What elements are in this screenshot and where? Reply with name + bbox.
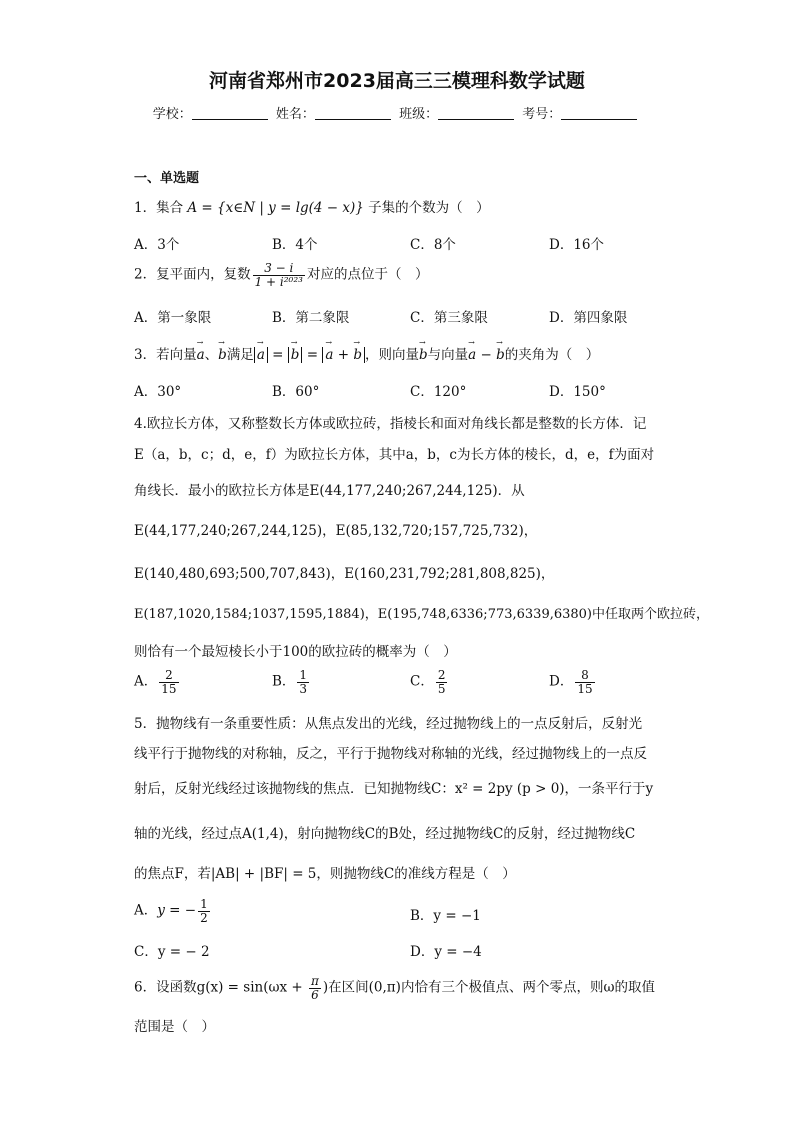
question-4-line-7: 则恰有一个最短棱长小于100的欧拉砖的概率为（ ） [134,644,457,660]
question-5-line-4: 轴的光线，经过点A(1,4)，射向抛物线C的B处，经过抛物线C的反射，经过抛物线C [134,826,636,842]
q5-option-c: C．y = − 2 [134,944,210,960]
q3-option-b: B．60° [272,384,320,400]
q3-option-c: C．120° [410,384,467,400]
question-4-line-3: 角线长．最小的欧拉长方体是E(44,177,240;267,244,125)．从 [134,483,525,499]
question-6-line-2: 范围是（ ） [134,1019,215,1035]
q2-option-b: B．第二象限 [272,310,350,326]
question-5-line-1: 5．抛物线有一条重要性质：从焦点发出的光线，经过抛物线上的一点反射后，反射光 [134,716,643,732]
q4-option-a: A． $\frac{2}{15}$ [134,668,177,696]
question-5-line-5: 的焦点F，若|AB| + |BF| = 5，则抛物线C的准线方程是（ ） [134,866,516,882]
q5-option-d: D．y = −4 [410,944,482,960]
question-2-stem: 2．复平面内，复数 $\frac{3 - i}{\text{1 + i²⁰²³}}$ 对应的点位于（ ） [134,261,429,289]
vector-norm-equation: → a = → b = → a + → b [254,347,365,363]
name-label: 姓名： [275,107,315,122]
exam-no-label: 考号： [522,107,562,122]
q4-option-c: C． $\frac{2}{5}$ [410,668,446,696]
question-6-stem: 6．设函数g(x) = sin(ωx + $\frac{\pi}{6}$ )在区间(0,π)内恰有三个极值点、两个零点，则ω的取值 [134,974,655,1002]
q1-option-a: A．3个 [134,237,180,253]
question-3-stem: 3．若向量→ a、→ b满足→ a = → b = → a + → b ，则向量→ b与向量→ a − → b的夹角为（ ） [134,343,599,363]
question-4-line-2: E（a，b，c；d，e，f）为欧拉长方体，其中a，b，c为长方体的棱长，d，e，f为面对 [134,447,655,463]
question-4-line-5: E(140,480,693;500,707,843)，E(160,231,792;281,808,825)， [134,566,555,582]
question-4-line-6: E(187,1020,1584;1037,1595,1884)，E(195,748,6336;773,6339,6380)中任取两个欧拉砖， [134,607,710,622]
question-5-line-2: 线平行于抛物线的对称轴，反之，平行于抛物线对称轴的光线，经过抛物线上的一点反 [134,746,647,762]
q1-option-d: D．16个 [549,237,605,253]
question-4-line-4: E(44,177,240;267,244,125)，E(85,132,720;157,725,732)， [134,523,538,539]
name-blank[interactable] [315,107,391,120]
vector-a: → a [197,347,205,363]
q2-option-a: A．第一象限 [134,310,212,326]
q3-option-d: D．150° [549,384,606,400]
question-4-line-1: 4.欧拉长方体，又称整数长方体或欧拉砖，指棱长和面对角线长都是整数的长方体．记 [134,416,647,432]
section-heading: 一、单选题 [134,171,200,186]
q2-option-c: C．第三象限 [410,310,488,326]
school-blank[interactable] [192,107,268,120]
q1-option-b: B．4个 [272,237,318,253]
q5-option-b: B．y = −1 [410,908,481,924]
vector-b: → b [218,347,227,363]
q1-option-c: C．8个 [410,237,456,253]
class-blank[interactable] [438,107,514,120]
exam-no-blank[interactable] [561,107,637,120]
q4-option-d: D． $\frac{8}{15}$ [549,668,593,696]
question-1-stem: 1．集合 A = {x∈N | y = lg(4 − x)} 子集的个数为（ ） [134,200,490,216]
set-expression: A = {x∈N | y = lg(4 − x)} [187,200,364,216]
q2-option-d: D．第四象限 [549,310,628,326]
class-label: 班级： [399,107,439,122]
q4-option-b: B． $\frac{1}{3}$ [272,668,308,696]
student-info-row [0,103,794,122]
school-label: 学校： [152,107,192,122]
q5-option-a: A．y = − $\frac{1}{2}$ [134,897,208,925]
page-title: 河南省郑州市2023届高三三模理科数学试题 [209,70,585,92]
complex-fraction: $\frac{3 - i}{\text{1 + i²⁰²³}}$ [254,261,303,289]
question-5-line-3: 射后，反射光线经过该抛物线的焦点．已知抛物线C：x² = 2py (p > 0)，一条平行于y [134,781,654,797]
q3-option-a: A．30° [134,384,182,400]
